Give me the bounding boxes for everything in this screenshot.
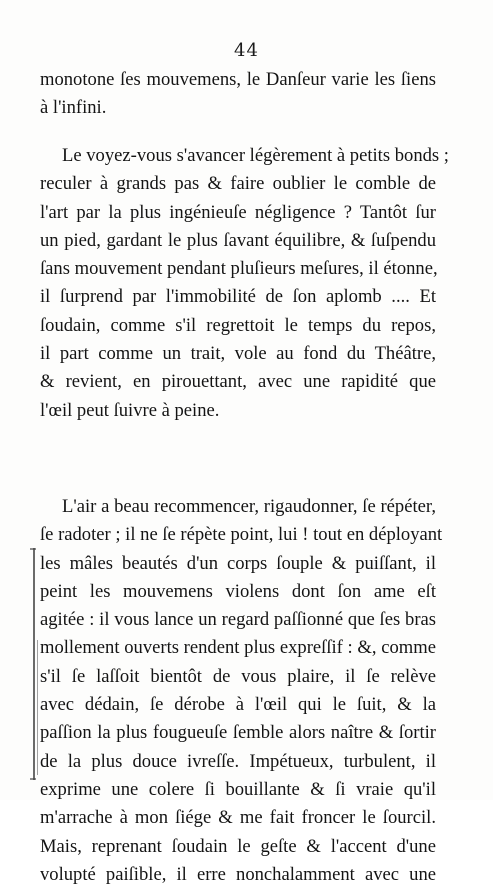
- text-line: avec dédain, ſe dérobe à l'œil qui le ſuit, & la: [40, 694, 436, 716]
- text-line: ſans mouvement pendant pluſieurs meſures, il étonne,: [40, 258, 438, 280]
- text-line: m'arrache à mon ſiége & me fait froncer le ſourcil.: [40, 807, 436, 829]
- margin-pencil-tick: [30, 548, 36, 550]
- text-line: il ſurprend par l'immobilité de ſon aplomb .... Et: [40, 286, 436, 308]
- text-line: peint les mouvemens violens dont ſon ame eſt: [40, 580, 436, 602]
- text-line: & revient, en pirouettant, avec une rapidité que: [40, 371, 436, 393]
- margin-pencil-line: [37, 640, 38, 775]
- text-line: exprime une colere ſi bouillante & ſi vraie qu'il: [40, 778, 436, 800]
- text-line: monotone ſes mouvemens, le Danſeur varie les ſiens: [40, 69, 436, 90]
- margin-pencil-line: [33, 548, 35, 780]
- text-line: de la plus douce ivreſſe. Impétueux, turbulent, il: [40, 750, 436, 772]
- text-line: paſſion la plus fougueuſe ſemble alors naître & ſortir: [40, 722, 436, 744]
- page-number: 44: [234, 40, 259, 61]
- text-line: l'art par la plus ingénieuſe négligence ? Tantôt ſur: [40, 201, 436, 223]
- text-line: L'air a beau recommencer, rigaudonner, ſe répéter,: [62, 496, 436, 517]
- text-line: Mais, reprenant ſoudain le geſte & l'accent d'une: [40, 835, 436, 857]
- text-line: un pied, gardant le plus ſavant équilibre, & ſuſpendu: [40, 229, 436, 251]
- text-line: reculer à grands pas & faire oublier le comble de: [40, 173, 436, 195]
- text-line: mollement ouverts rendent plus expreſſif : &, comme: [40, 637, 436, 659]
- paragraph-1: [40, 66, 436, 123]
- text-line: s'il ſe laſſoit bientôt de vous plaire, il ſe relève: [40, 665, 436, 687]
- text-line: ſe radoter ; il ne ſe répète point, lui ! tout en déployant: [40, 524, 443, 546]
- text-line: il part comme un trait, vole au fond du Théâtre,: [40, 343, 436, 365]
- text-line: les mâles beautés d'un corps ſouple & puiſſant, il: [40, 552, 436, 574]
- text-line: volupté paiſible, il erre nonchalamment avec une: [40, 863, 436, 885]
- text-line: à l'infini.: [40, 97, 107, 119]
- text-line: agitée : il vous lance un regard paſſionné que ſes bras: [40, 609, 436, 631]
- text-line: Le voyez-vous s'avancer légèrement à petits bonds ;: [62, 145, 449, 166]
- paragraph-2: [40, 142, 449, 425]
- text-line: ſoudain, comme s'il regrettoit le temps du repos,: [40, 314, 436, 336]
- paragraph-3: [40, 493, 443, 889]
- margin-pencil-tick: [30, 778, 36, 780]
- text-line: l'œil peut ſuivre à peine.: [40, 399, 220, 421]
